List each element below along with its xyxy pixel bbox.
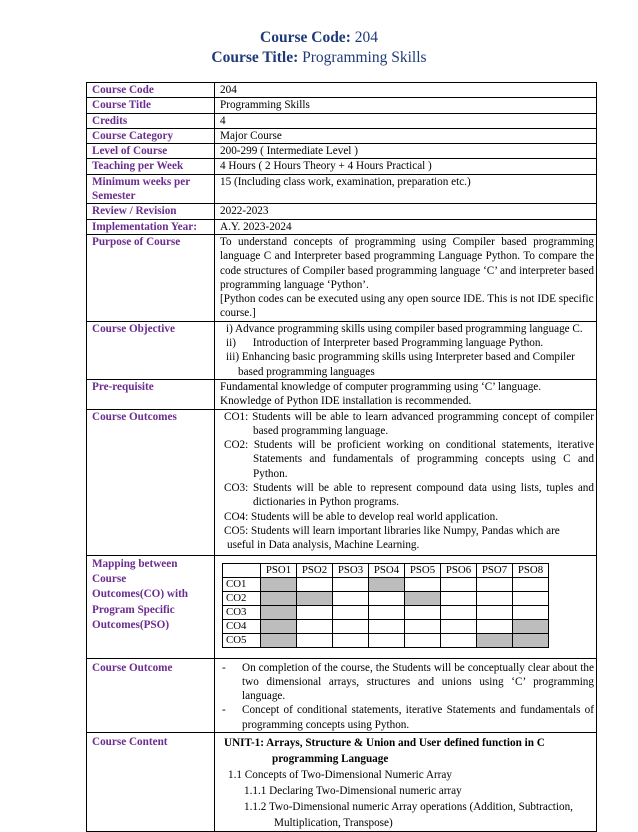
pso-cell <box>333 633 369 647</box>
pso-cell <box>369 577 405 591</box>
prereq-item: Knowledge of Python IDE installation is recommended. <box>220 395 472 408</box>
label: Purpose of Course <box>87 234 215 321</box>
pso-cell <box>333 619 369 633</box>
value: 4 Hours ( 2 Hours Theory + 4 Hours Practical ) <box>215 159 597 174</box>
value <box>215 732 597 831</box>
pso-cell <box>513 577 549 591</box>
pso-column-header: PSO4 <box>369 563 405 577</box>
dash-icon: - <box>222 704 226 717</box>
value: Major Course <box>215 128 597 143</box>
label-line: Outcomes(CO) with <box>92 588 189 601</box>
pso-cell <box>441 633 477 647</box>
outcome-item: useful in Data analysis, Machine Learning. <box>227 539 420 552</box>
pso-row-label: CO1 <box>223 577 261 591</box>
objective-item: iii) Enhancing basic programming skills using Interpreter based and Compiler <box>226 351 575 364</box>
pso-cell <box>513 633 549 647</box>
label <box>87 555 215 658</box>
pso-cell <box>405 633 441 647</box>
pso-header-row <box>223 563 549 577</box>
course-table <box>86 82 597 832</box>
pso-row <box>223 577 549 591</box>
row-course-title <box>87 98 597 113</box>
objective-item: i) Advance programming skills using compiler based programming language C. <box>226 322 583 335</box>
outcome-item: CO1: Students will be able to learn advanced programming concept of compiler based programming language. <box>224 410 594 437</box>
outcome-item: CO3: Students will be able to represent compound data using lists, tuples and dictionaries in Python programs. <box>224 482 594 509</box>
row-prerequisite <box>87 379 597 409</box>
value: 15 (Including class work, examination, preparation etc.) <box>215 174 597 204</box>
pso-cell <box>261 605 297 619</box>
pso-column-header: PSO7 <box>477 563 513 577</box>
pso-cell <box>297 605 333 619</box>
value: 204 <box>215 83 597 98</box>
prereq-item: Fundamental knowledge of computer programming using ‘C’ language. <box>220 380 542 393</box>
pso-cell <box>369 619 405 633</box>
pso-cell <box>261 591 297 605</box>
outcome-bullet: - On completion of the course, the Students will be conceptually clear about the two dimensional arrays, structures and unions using ‘C’ programming language. <box>222 661 594 703</box>
label: Course Outcome <box>87 658 215 732</box>
pso-cell <box>441 591 477 605</box>
course-code-heading: Course Code: 204 <box>260 29 378 46</box>
pso-row <box>223 605 549 619</box>
row-credits <box>87 113 597 128</box>
pso-column-header: PSO5 <box>405 563 441 577</box>
pso-row-label: CO4 <box>223 619 261 633</box>
label: Level of Course <box>87 144 215 159</box>
row-course-code <box>87 83 597 98</box>
content-item: 1.1.1 Declaring Two-Dimensional numeric array <box>244 784 462 797</box>
pso-cell <box>477 591 513 605</box>
label-line: Minimum weeks per <box>92 175 191 188</box>
row-level <box>87 144 597 159</box>
label: Course Content <box>87 732 215 831</box>
row-review <box>87 204 597 219</box>
page-header <box>0 28 638 68</box>
content-item: Multiplication, Transpose) <box>274 816 393 829</box>
label: Pre-requisite <box>87 379 215 409</box>
outcome-bullet: - Concept of conditional statements, iterative Statements and fundamentals of programming concepts using Python. <box>222 704 594 731</box>
content-item: 1.1 Concepts of Two-Dimensional Numeric Array <box>228 768 452 781</box>
pso-mapping-table <box>222 563 549 648</box>
row-objective <box>87 321 597 379</box>
label: Course Code <box>87 83 215 98</box>
row-implementation <box>87 219 597 234</box>
label-line: Program Specific <box>92 603 175 616</box>
pso-cell <box>369 591 405 605</box>
value: 2022-2023 <box>215 204 597 219</box>
pso-column-header: PSO8 <box>513 563 549 577</box>
label: Course Category <box>87 128 215 143</box>
pso-cell <box>405 577 441 591</box>
pso-cell <box>405 591 441 605</box>
row-min-weeks <box>87 174 597 204</box>
pso-row <box>223 633 549 647</box>
course-title-heading: Course Title: Programming Skills <box>211 49 427 66</box>
pso-cell <box>261 619 297 633</box>
row-course-outcomes <box>87 409 597 555</box>
label: Credits <box>87 113 215 128</box>
row-mapping <box>87 555 597 658</box>
pso-cell <box>477 577 513 591</box>
value <box>215 409 597 555</box>
pso-row-label: CO5 <box>223 633 261 647</box>
pso-corner-cell <box>223 563 261 577</box>
value <box>215 658 597 732</box>
label: Course Outcomes <box>87 409 215 555</box>
pso-row <box>223 619 549 633</box>
pso-cell <box>441 577 477 591</box>
objective-item: ii) Introduction of Interpreter based Programming language Python. <box>226 337 544 350</box>
label-line: Outcomes(PSO) <box>92 619 170 632</box>
label: Course Title <box>87 98 215 113</box>
objective-item: based programming languages <box>238 365 375 378</box>
pso-cell <box>477 633 513 647</box>
pso-column-header: PSO3 <box>333 563 369 577</box>
pso-cell <box>261 577 297 591</box>
pso-cell <box>297 577 333 591</box>
pso-cell <box>333 605 369 619</box>
pso-cell <box>405 619 441 633</box>
label: Teaching per Week <box>87 159 215 174</box>
pso-cell <box>405 605 441 619</box>
row-course-outcome <box>87 658 597 732</box>
pso-cell <box>513 605 549 619</box>
pso-cell <box>441 605 477 619</box>
pso-cell <box>513 619 549 633</box>
pso-cell <box>333 591 369 605</box>
pso-cell <box>477 619 513 633</box>
label: Review / Revision <box>87 204 215 219</box>
outcome-item: CO2: Students will be proficient working on conditional statements, iterative Statements and fundamentals of programming concepts using C and Python. <box>224 439 594 480</box>
purpose-note: [Python codes can be executed using any open source IDE. This is not IDE specific course.] <box>220 293 594 320</box>
pso-cell <box>297 633 333 647</box>
label-line: Course <box>92 572 127 585</box>
unit-heading-cont: programming Language <box>272 752 389 765</box>
label-line: Mapping between <box>92 557 178 570</box>
row-purpose <box>87 234 597 321</box>
value: 4 <box>215 113 597 128</box>
pso-cell <box>261 633 297 647</box>
value <box>215 555 597 658</box>
outcome-item: CO4: Students will be able to develop real world application. <box>224 510 499 523</box>
pso-column-header: PSO1 <box>261 563 297 577</box>
value <box>215 234 597 321</box>
dash-icon: - <box>222 661 226 674</box>
pso-row <box>223 591 549 605</box>
row-teaching <box>87 159 597 174</box>
label-line: Semester <box>92 190 136 203</box>
pso-row-label: CO3 <box>223 605 261 619</box>
pso-cell <box>369 633 405 647</box>
label <box>87 174 215 204</box>
row-course-content <box>87 732 597 831</box>
outcome-item: CO5: Students will learn important libraries like Numpy, Pandas which are <box>224 524 560 537</box>
pso-column-header: PSO6 <box>441 563 477 577</box>
pso-column-header: PSO2 <box>297 563 333 577</box>
pso-cell <box>477 605 513 619</box>
label: Course Objective <box>87 321 215 379</box>
label: Implementation Year: <box>87 219 215 234</box>
purpose-text: To understand concepts of programming using Compiler based programming language C and Interpreter based programming Language Python. To compare the code structures of Compiler based programming language ‘C’ and interpreter based programming language ‘Python’. <box>220 235 594 291</box>
content-item: 1.1.2 Two-Dimensional numeric Array operations (Addition, Subtraction, <box>244 800 573 813</box>
pso-cell <box>297 591 333 605</box>
pso-cell <box>369 605 405 619</box>
unit-heading: UNIT-1: Arrays, Structure & Union and User defined function in C <box>224 736 545 749</box>
value <box>215 379 597 409</box>
pso-row-label: CO2 <box>223 591 261 605</box>
value: 200-299 ( Intermediate Level ) <box>215 144 597 159</box>
value: Programming Skills <box>215 98 597 113</box>
pso-cell <box>513 591 549 605</box>
pso-cell <box>441 619 477 633</box>
value: A.Y. 2023-2024 <box>215 219 597 234</box>
value <box>215 321 597 379</box>
pso-cell <box>297 619 333 633</box>
pso-cell <box>333 577 369 591</box>
row-course-category <box>87 128 597 143</box>
